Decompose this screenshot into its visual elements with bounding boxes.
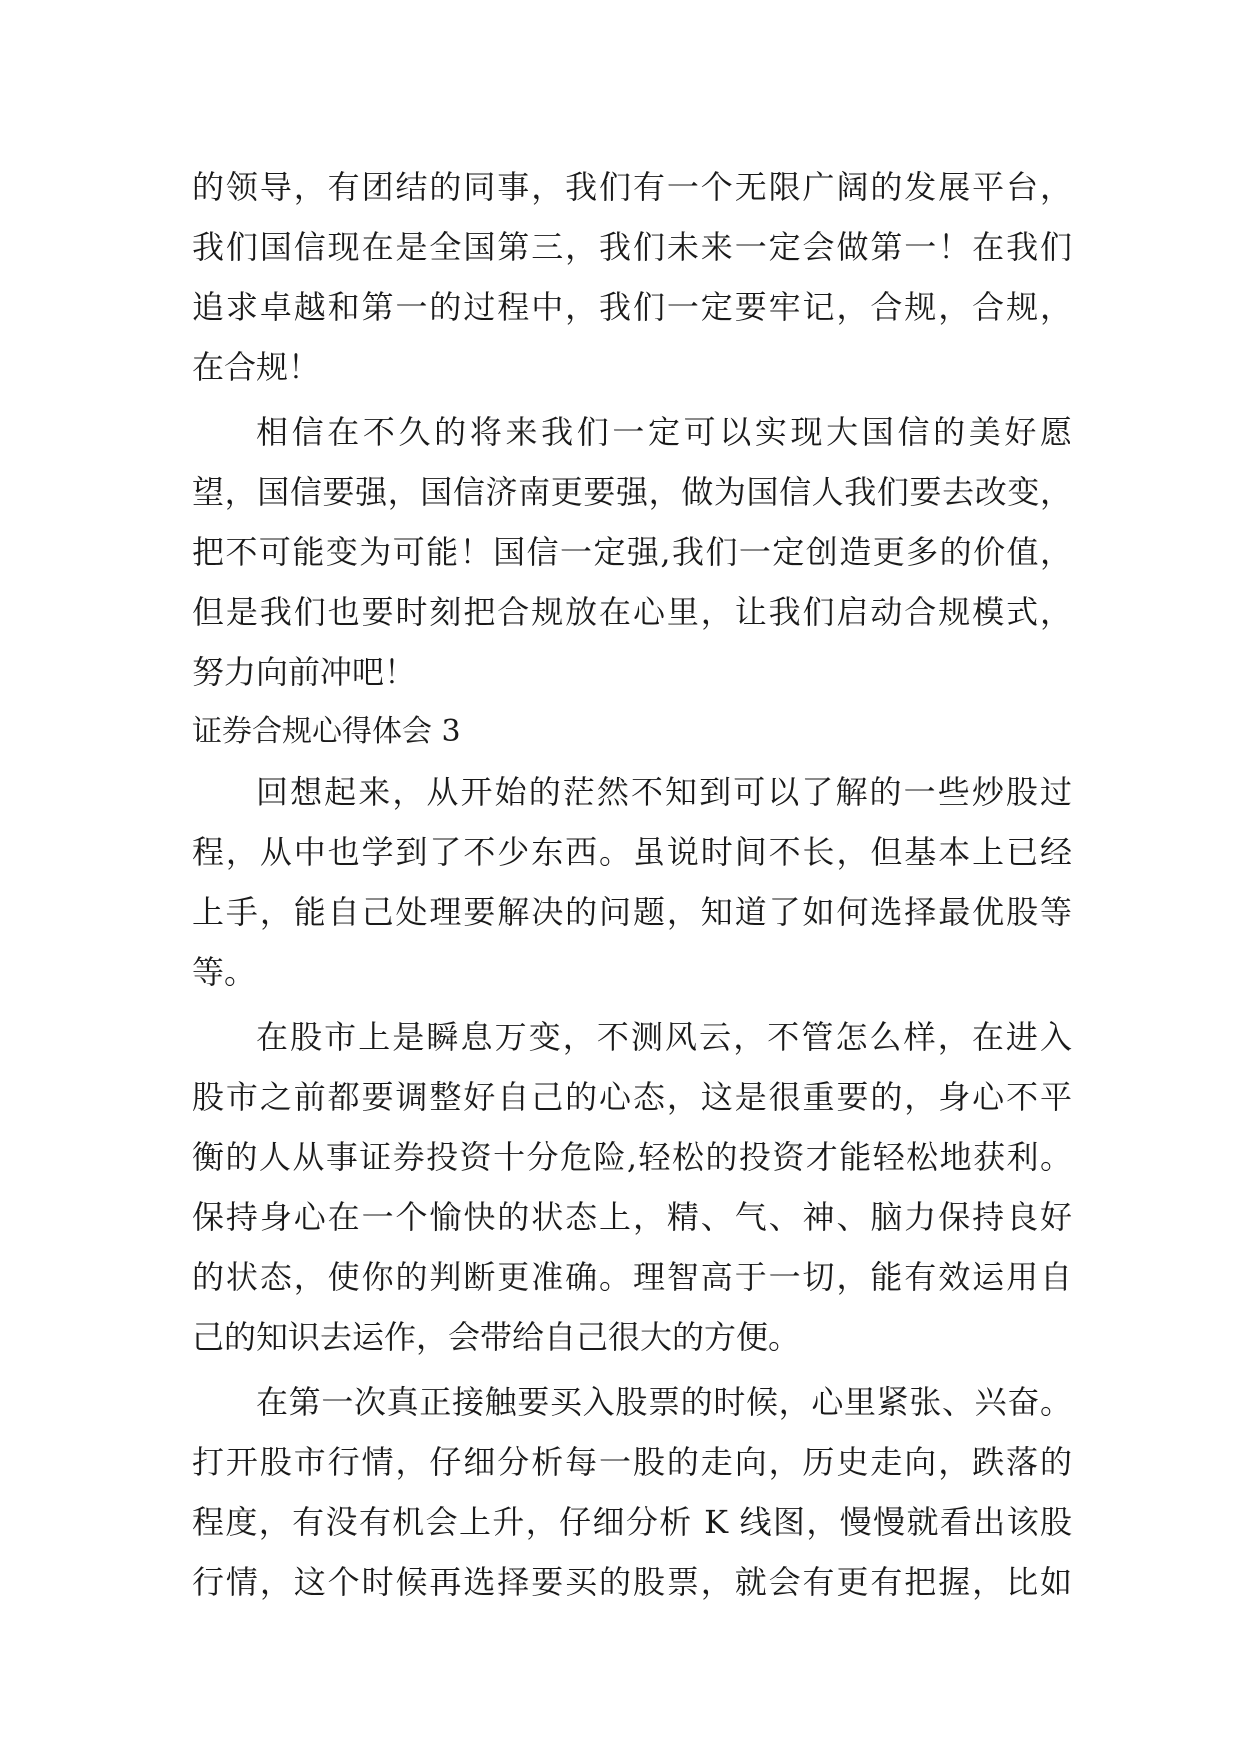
paragraph-line: 但是我们也要时刻把合规放在心里，让我们启动合规模式，: [192, 593, 1072, 631]
paragraph-line: 在股市上是瞬息万变，不测风云，不管怎么样，在进入: [256, 1018, 1072, 1056]
paragraph-line: 在合规！: [192, 348, 321, 386]
paragraph: [192, 762, 1072, 1002]
paragraph-line: 把不可能变为可能！国信一定强,我们一定创造更多的价值，: [192, 533, 1072, 571]
paragraph-line: 己的知识去运作，会带给自己很大的方便。: [192, 1318, 801, 1356]
paragraph-line: 股市之前都要调整好自己的心态，这是很重要的，身心不平: [192, 1078, 1072, 1116]
paragraph-line: 行情，这个时候再选择要买的股票，就会有更有把握，比如: [192, 1563, 1072, 1601]
paragraph-line: 的领导，有团结的同事，我们有一个无限广阔的发展平台，: [192, 168, 1072, 206]
paragraph-line: 追求卓越和第一的过程中，我们一定要牢记，合规，合规，: [192, 288, 1072, 326]
paragraph: [192, 402, 1072, 702]
paragraph-line: 望，国信要强，国信济南更要强，做为国信人我们要去改变，: [192, 473, 1072, 511]
paragraph-line: 上手，能自己处理要解决的问题，知道了如何选择最优股等: [192, 893, 1072, 931]
paragraph-line: 保持身心在一个愉快的状态上，精、气、神、脑力保持良好: [192, 1198, 1072, 1236]
paragraph-line: 等。: [192, 953, 257, 991]
paragraph-line: 程，从中也学到了不少东西。虽说时间不长，但基本上已经: [192, 833, 1072, 871]
section-heading: 证券合规心得体会 3: [192, 714, 461, 749]
paragraph-line: 相信在不久的将来我们一定可以实现大国信的美好愿: [256, 413, 1072, 451]
paragraph-line: 回想起来，从开始的茫然不知到可以了解的一些炒股过: [256, 773, 1072, 811]
paragraph-line: 努力向前冲吧！: [192, 653, 417, 691]
paragraph-line: 在第一次真正接触要买入股票的时候，心里紧张、兴奋。: [256, 1383, 1072, 1421]
paragraph-line: 我们国信现在是全国第三，我们未来一定会做第一！在我们: [192, 228, 1072, 266]
paragraph-continuation: [192, 157, 1072, 397]
paragraph-line: 打开股市行情，仔细分析每一股的走向，历史走向，跌落的: [192, 1443, 1072, 1481]
paragraph-line: 程度，有没有机会上升，仔细分析 K 线图，慢慢就看出该股: [192, 1503, 1072, 1541]
paragraph: [192, 1372, 1072, 1612]
paragraph-line: 的状态，使你的判断更准确。理智高于一切，能有效运用自: [192, 1258, 1072, 1296]
paragraph-line: 衡的人从事证券投资十分危险,轻松的投资才能轻松地获利。: [192, 1138, 1072, 1176]
paragraph: [192, 1007, 1072, 1367]
document-page: [192, 157, 1072, 1612]
